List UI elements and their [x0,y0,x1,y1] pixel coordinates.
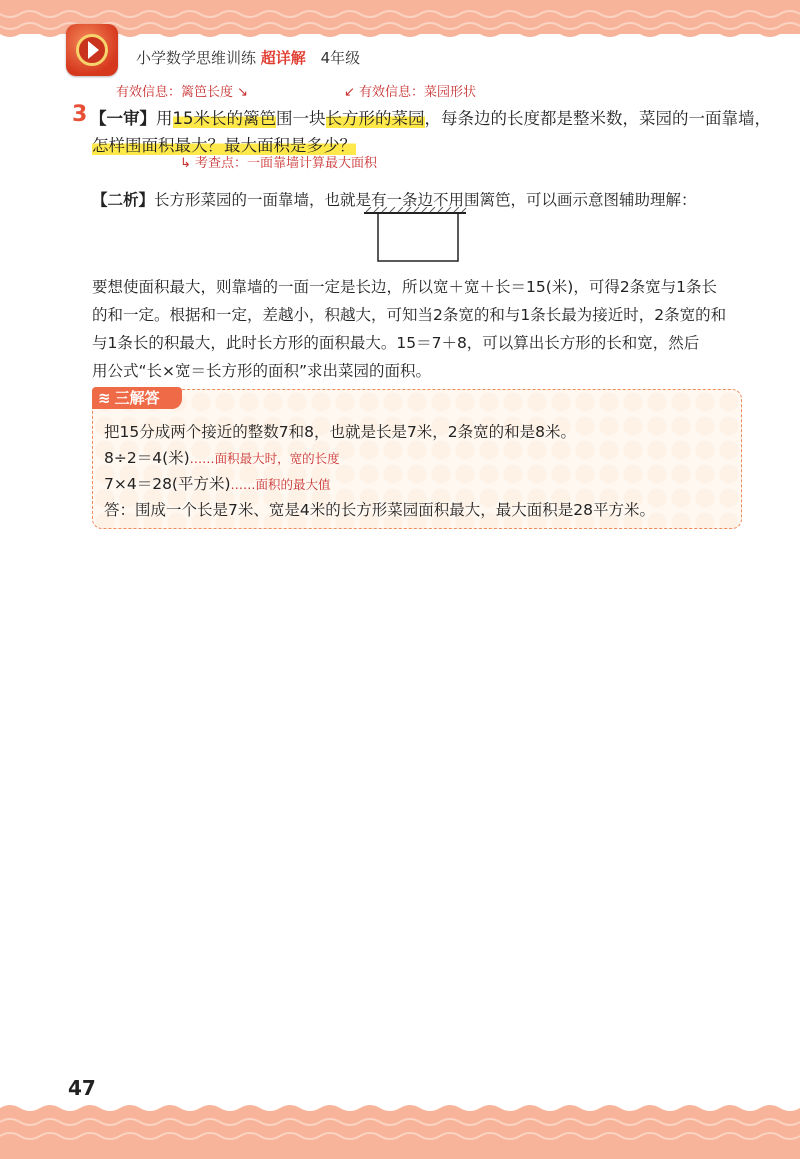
answer-final: 答：围成一个长是7米、宽是4米的长方形菜园面积最大，最大面积是28平方米。 [104,501,655,519]
analysis-line-3: 与1条长的积最大，此时长方形的面积最大。15＝7＋8，可以算出长方形的长和宽，然后 [92,334,700,352]
highlight-garden: 长方形的菜园 [325,109,425,128]
answer-tab-label: 三解答 [114,389,160,407]
analysis-line-2: 的和一定。根据和一定，差越小，积越大，可知当2条宽的和与1条长最为接近时，2条宽的和 [92,306,727,324]
header-wave-band [0,0,800,64]
footer-wave-band [0,1096,800,1159]
highlight-fence: 15米长的篱笆 [172,109,276,128]
answer-calc-area: 7×4＝28(平方米)……面积的最大值 [104,475,331,493]
annotation-garden-shape: ↙ 有效信息：菜园形状 [344,85,477,100]
wall-diagram [360,207,470,267]
annotation-fence-length: 有效信息：篱笆长度 ↘ [116,85,249,100]
step-tag-analysis: 【二析】 [92,191,155,209]
annotation-focus: ↳ 考查点：一面靠墙计算最大面积 [180,156,378,171]
note-width: ……面积最大时，宽的长度 [189,451,340,466]
book-highlight: 超详解 [260,49,306,67]
answer-line-1: 把15分成两个接近的整数7和8，也就是长是7米，2条宽的和是8米。 [104,423,577,441]
analysis-line-1: 要想使面积最大，则靠墙的一面一定是长边，所以宽＋宽＋长＝15(米)，可得2条宽与1条长 [92,278,718,296]
running-header [136,47,360,68]
question-number: 3 [72,102,88,127]
analysis-intro: 【二析】长方形菜园的一面靠墙，也就是有一条边不用围篱笆，可以画示意图辅助理解： [92,191,697,209]
wave-icon: ≋ [98,389,111,407]
grade-label: 4年级 [320,49,361,67]
analysis-line-4: 用公式“长×宽＝长方形的面积”求出菜园的面积。 [92,362,432,380]
step-tag-review: 【一审】 [90,109,156,128]
question-line-1: 【一审】用15米长的篱笆围一块长方形的菜园，每条边的长度都是整米数，菜园的一面靠墙， [90,109,771,128]
book-logo-icon [66,24,118,76]
highlight-question: 怎样围面积最大？最大面积是多少？ [92,136,356,155]
answer-calc-width: 8÷2＝4(米)……面积最大时，宽的长度 [104,449,340,467]
answer-tab [92,387,182,409]
note-max-area: ……面积的最大值 [230,477,331,492]
book-title: 小学数学思维训练 [136,49,257,67]
page-number: 47 [68,1076,96,1100]
